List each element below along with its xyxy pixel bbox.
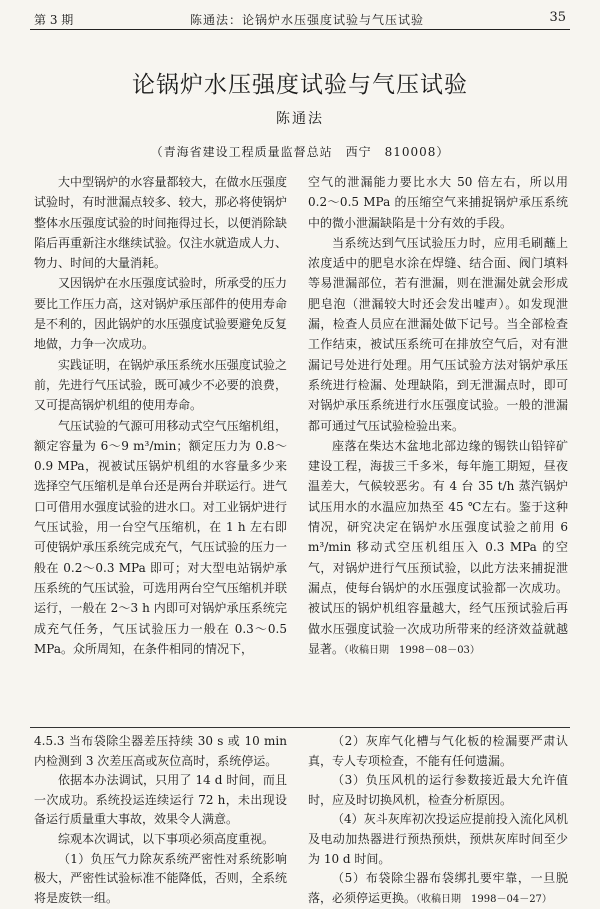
paragraph: 当系统达到气压试验压力时，应用毛刷蘸上浓度适中的肥皂水涂在焊缝、结合面、阀门填料等易泄漏部位，若有泄漏，则在泄漏处就会形成肥皂泡（泄漏较大时还会发出嘘声）。如发现泄漏，检查人员应在泄漏处做下记号。当全部检查工作结束，被试压系统可在排放空气后，对有泄漏记号处进行处理。用气压试验方法对锅炉承压系统进行检漏、处理缺陷，到无泄漏点时，即可对锅炉承压系统进行水压强度试验。一般的泄漏都可通过气压试验检验出来。	[308, 235, 568, 433]
paragraph: （3）负压风机的运行参数接近最大允许值时，应及时切换风机，检查分析原因。	[308, 773, 568, 807]
paragraph: 大中型锅炉的水容量都较大，在做水压强度试验时，有时泄漏点较多、较大，那必将使锅炉整体水压强度试验的时间拖得过长，以便消除缺陷后再重新注水继续试验。仅注水就造成人力、物力、时间的大量消耗。	[34, 175, 287, 271]
header-rule	[30, 29, 570, 30]
paragraph: 4.5.3 当布袋除尘器差压持续 30 s 或 10 min 内检测到 3 次差压高或灰位高时，系统停运。	[34, 734, 287, 768]
page-number: 35	[549, 10, 566, 25]
paragraph	[308, 436, 568, 661]
section-divider	[30, 727, 570, 728]
received-date: （收稿日期 1998－04－27）	[416, 893, 552, 905]
left-column	[34, 172, 287, 727]
paragraph: （2）灰库气化槽与气化板的检漏要严肃认真，专人专项检查，不能有任何遗漏。	[308, 734, 568, 768]
author-affiliation: （青海省建设工程质量监督总站 西宁 810008）	[150, 145, 450, 159]
paragraph: 气压试验的气源可用移动式空气压缩机组，额定容量为 6～9 m³/min；额定压力为 0.8～0.9 MPa，视被试压锅炉机组的水容量多少来选择空气压缩机是单台还是两台并联运行。进气口可借用水强度试验的进水口。对工业锅炉进行气压试验，用一台空气压缩机，在 1 h 左右即可使锅炉承压系统完成充气，气压试验的压力一般在 0.2～0.3 MPa 即可；对大型电站锅炉承压系统的气压试验，可选用两台空气压缩机并联运行，一般在 2～3 h 内即可对锅炉承压系统完成充气任务，气压试验压力一般在 0.3～0.5 MPa。众所周知，在条件相同的情况下，	[34, 418, 287, 656]
paragraph: （1）负压气力除灰系统严密性对系统影响极大，严密性试验标准不能降低，否则，全系统将是废铁一组。	[34, 851, 287, 905]
issue-number: 第 3 期	[34, 13, 74, 27]
paragraph: 空气的泄漏能力要比水大 50 倍左右，所以用 0.2～0.5 MPa 的压缩空气来捕捉锅炉承压系统中的微小泄漏缺陷是十分有效的手段。	[308, 175, 568, 230]
received-date: （收稿日期 1998－08－03）	[344, 644, 480, 656]
paragraph: 依据本办法调试，只用了 14 d 时间，而且一次成功。系统投运连续运行 72 h，未出现设备运行质量重大事故，效果令人满意。	[34, 773, 287, 827]
article-title: 论锅炉水压强度试验与气压试验	[132, 72, 468, 98]
article-author: 陈通法	[276, 111, 324, 127]
paragraph: 综观本次调试，以下事项必须高度重视。	[58, 831, 275, 846]
paragraph-text: 座落在柴达木盆地北部边缘的锡铁山铅锌矿建设工程，海拔三千多米，每年施工期短，昼夜温差大，气候较恶劣。有 4 台 35 t/h 蒸汽锅炉试压用水的水温应加热至 45 ℃左右。鉴于这种情况，研究决定在锅炉水压强度试验之前用 6 m³/min 移动式空压机组压入 0.3 MPa 的空气，对锅炉进行气压预试验，以此方法来捕捉泄漏点，使每台锅炉的水压强度试验都一次成功。被试压的锅炉机组容量越大，经气压预试验后再做水压强度试验一次成功所带来的经济效益就越显著。	[308, 438, 568, 656]
paragraph	[308, 869, 568, 909]
bottom-left-column	[34, 732, 287, 905]
right-column	[308, 172, 568, 727]
running-header	[0, 0, 600, 30]
paragraph: 又因锅炉在水压强度试验时，所承受的压力要比工作压力高，这对锅炉承压部件的使用寿命是不利的，因此锅炉的水压强度试验要避免反复地做，力争一次成功。	[34, 276, 287, 352]
bottom-right-column	[308, 732, 568, 905]
paragraph: 实践证明，在锅炉承压系统水压强度试验之前，先进行气压试验，既可减少不必要的浪费，又可提高锅炉机组的使用寿命。	[34, 357, 287, 413]
paragraph-text: （5）布袋除尘器布袋绑扎要牢靠，一旦脱落，必须停运更换。	[308, 871, 568, 905]
running-title: 陈通法：论锅炉水压强度试验与气压试验	[190, 13, 425, 27]
paragraph: （4）灰斗灰库初次投运应提前投入流化风机及电动加热器进行预热预烘，预烘灰库时间至少为 10 d 时间。	[308, 812, 568, 866]
